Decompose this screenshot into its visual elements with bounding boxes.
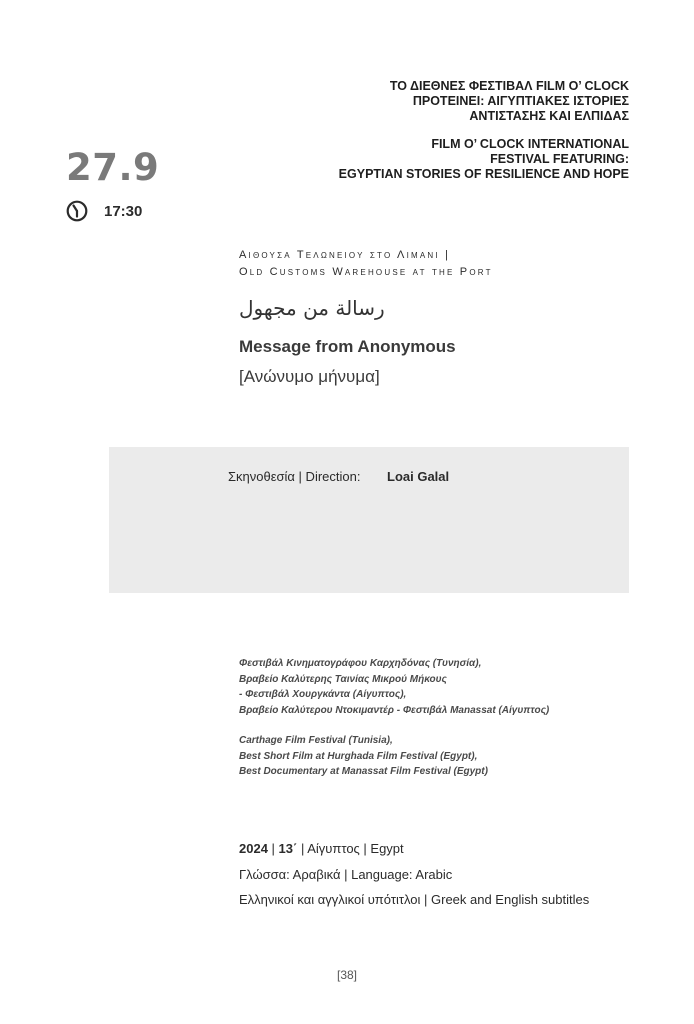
film-subtitles: Ελληνικοί και αγγλικοί υπότιτλοι | Greek and English subtitles <box>239 892 590 907</box>
award-line: Φεστιβάλ Κινηματογράφου Καρχηδόνας (Τυνησία), <box>239 658 482 669</box>
film-details <box>239 836 589 913</box>
header-english-line: EGYPTIAN STORIES OF RESILIENCE AND HOPE <box>338 167 629 181</box>
screening-time: 17:30 <box>104 202 143 220</box>
year-duration-country: 2024 | 13΄ | Αίγυπτος | Egypt <box>239 841 404 856</box>
venue-english: Old Customs Warehouse at the Port <box>239 266 493 278</box>
page-number: [38] <box>336 968 357 982</box>
screening-time-row <box>66 200 142 222</box>
direction-label: Σκηνοθεσία | Direction: <box>228 469 361 484</box>
film-duration: 13΄ <box>278 841 298 856</box>
film-title-greek: [Ανώνυμο μήνυμα] <box>239 367 380 386</box>
header-greek-line: ΤΟ ΔΙΕΘΝΕΣ ΦΕΣΤΙΒΑΛ FILM O’ CLOCK <box>389 79 629 93</box>
awards <box>239 656 549 780</box>
film-country: | Αίγυπτος | Egypt <box>300 841 404 856</box>
awards-greek <box>239 656 549 718</box>
credits-panel <box>109 447 629 593</box>
award-line: - Φεστιβάλ Χουργκάντα (Αίγυπτος), <box>239 689 407 700</box>
director-name: Loai Galal <box>387 469 450 484</box>
award-line: Best Documentary at Manassat Film Festival (Egypt) <box>239 766 488 777</box>
venue <box>239 247 493 281</box>
header-greek <box>339 79 629 124</box>
screening-date: 27.9 <box>66 146 160 189</box>
film-title-english: Message from Anonymous <box>239 337 456 356</box>
header-english <box>339 137 629 182</box>
award-line: Βραβείο Καλύτερου Ντοκιμαντέρ - Φεστιβάλ Manassat (Αίγυπτος) <box>239 704 550 716</box>
award-line: Best Short Film at Hurghada Film Festival (Egypt), <box>239 750 478 762</box>
header-english-line: FILM O’ CLOCK INTERNATIONAL <box>431 137 629 151</box>
film-language: Γλώσσα: Αραβικά | Language: Arabic <box>239 866 453 882</box>
clock-icon <box>66 200 88 222</box>
award-line: Carthage Film Festival (Tunisia), <box>239 735 393 746</box>
film-title-arabic: رسالة من مجهول <box>239 296 385 320</box>
film-year: 2024 <box>239 841 268 856</box>
header-greek-line: ΑΝΤΙΣΤΑΣΗΣ ΚΑΙ ΕΛΠΙΔΑΣ <box>469 109 629 123</box>
venue-greek: Αιθουσα Τελωνειου στο Λιμανι | <box>239 249 451 261</box>
program-header <box>339 79 629 182</box>
awards-english <box>239 733 549 780</box>
award-line: Βραβείο Καλύτερης Ταινίας Μικρού Μήκους <box>239 673 447 685</box>
header-greek-line: ΠΡΟΤΕΙΝΕΙ: ΑΙΓΥΠΤΙΑΚΕΣ ΙΣΤΟΡΙΕΣ <box>412 94 629 108</box>
header-english-line: FESTIVAL FEATURING: <box>490 152 629 166</box>
